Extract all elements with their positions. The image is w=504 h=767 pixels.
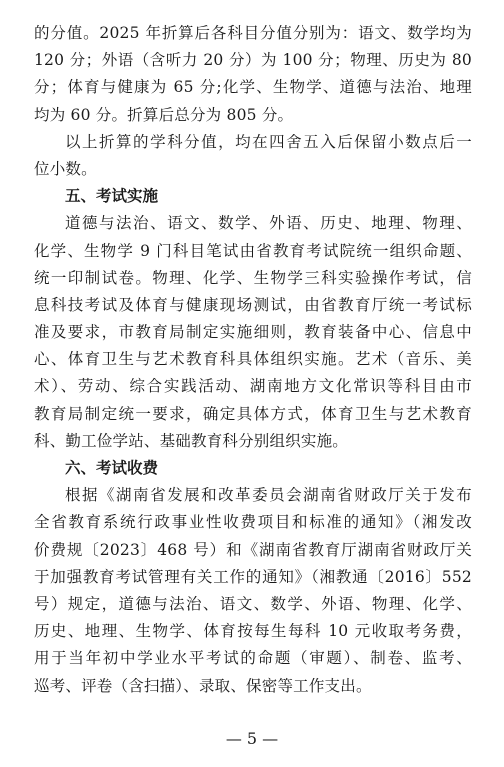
text-line: 于加强教育考试管理有关工作的通知》（湘教通〔2016〕552 <box>34 567 472 586</box>
text-line: 的分值。2025 年折算后各科目分值分别为：语文、数学均为 <box>34 24 472 42</box>
text-line: 位小数。 <box>34 159 97 178</box>
text-line: 120 分；外语（含听力 20 分）为 100 分；物理、历史为 80 <box>34 51 472 70</box>
text-line: 巡考、评卷（含扫描）、录取、保密等工作支出。 <box>34 676 372 695</box>
text-line: 号）规定，道德与法治、语文、数学、外语、物理、化学、 <box>34 594 472 613</box>
text-line: 用于当年初中学业水平考试的命题（审题）、制卷、监考、 <box>34 649 472 668</box>
text-line: 科、勤工俭学站、基础教育科分别组织实施。 <box>34 431 349 450</box>
text-line: 道德与法治、语文、数学、外语、历史、地理、物理、 <box>65 214 472 233</box>
text-line: 化学、生物学 9 门科目笔试由省教育考试院统一组织命题、 <box>34 241 472 260</box>
text-line: 根据《湖南省发展和改革委员会湖南省财政厅关于发布 <box>65 486 472 505</box>
text-line: 教育局制定统一要求，确定具体方式，体育卫生与艺术教育 <box>34 404 472 423</box>
section-heading-exam-implementation: 五、考试实施 <box>65 187 159 206</box>
text-line: 均为 60 分。折算后总分为 805 分。 <box>34 105 294 124</box>
text-line: 统一印制试卷。物理、化学、生物学三科实验操作考试，信 <box>34 268 472 287</box>
text-line: 心、体育卫生与艺术教育科具体组织实施。艺术（音乐、美 <box>34 350 472 369</box>
text-line: 以上折算的学科分值，均在四舍五入后保留小数点后一 <box>65 132 472 151</box>
text-line: 价费规〔2023〕468 号）和《湖南省教育厅湖南省财政厅关 <box>34 540 472 559</box>
section-heading-exam-fees: 六、考试收费 <box>65 459 159 477</box>
document-body <box>34 20 472 700</box>
page-number: — 5 — <box>225 729 279 748</box>
text-line: 术）、劳动、综合实践活动、湖南地方文化常识等科目由市 <box>34 377 472 396</box>
text-line: 分；体育与健康为 65 分;化学、生物学、道德与法治、地理 <box>34 78 472 97</box>
text-line: 历史、地理、生物学、体育按每生每科 10 元收取考务费， <box>34 622 472 641</box>
text-line: 准及要求，市教育局制定实施细则，教育装备中心、信息中 <box>34 323 472 342</box>
text-line: 全省教育系统行政事业性收费项目和标准的通知》（湘发改 <box>34 513 472 532</box>
text-line: 息科技考试及体育与健康现场测试，由省教育厅统一考试标 <box>34 295 472 314</box>
